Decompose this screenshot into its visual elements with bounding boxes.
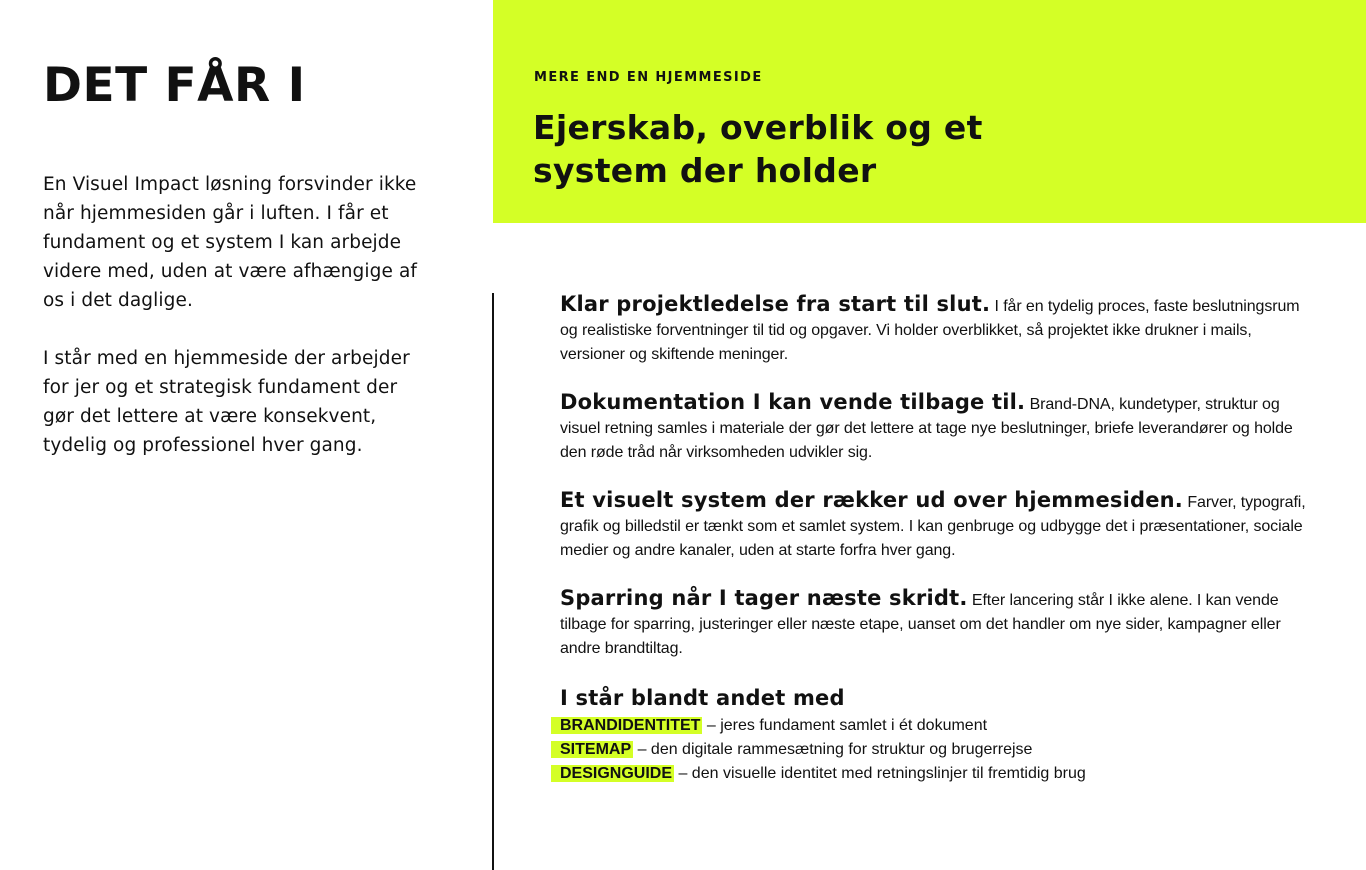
feature-text: Farver, typografi, grafik og billedstil er tænkt som et samlet system. I kan genbruge og udbygge det i præsentationer, sociale medier og andre kanaler, uden at starte forfra hver gang. bbox=[560, 494, 1306, 559]
feature-title: Dokumentation I kan vende tilbage til. bbox=[560, 390, 1026, 414]
vertical-divider bbox=[492, 293, 494, 870]
feature-text: I får en tydelig proces, faste beslutningsrum og realistiske forventninger til tid og opgaver. Vi holder overblikket, så projektet ikke drukner i mails, versioner og skiftende meninger. bbox=[560, 298, 1300, 363]
include-text: – den digitale rammesætning for struktur og brugerrejse bbox=[633, 741, 1033, 758]
features-list bbox=[560, 292, 1312, 786]
page-title: DET FÅR I bbox=[43, 58, 306, 113]
feature-item bbox=[560, 390, 1312, 465]
include-item bbox=[551, 762, 1303, 786]
feature-text: Efter lancering står I ikke alene. I kan vende tilbage for sparring, justeringer eller næste etape, uanset om det handler om nye sider, kampagner eller andre brandtiltag. bbox=[560, 592, 1281, 657]
intro-paragraph-1: En Visuel Impact løsning forsvinder ikke når hjemmesiden går i luften. I får et fundament og et system I kan arbejde videre med, uden at være afhængige af os i det daglige. bbox=[43, 174, 417, 311]
include-item bbox=[551, 738, 1303, 762]
hero-banner bbox=[493, 0, 1366, 223]
include-text: – jeres fundament samlet i ét dokument bbox=[702, 717, 988, 734]
intro-paragraph-2: I står med en hjemmeside der arbejder for jer og et strategisk fundament der gør det lettere at være konsekvent, tydelig og professionel hver gang. bbox=[43, 348, 410, 456]
hero-heading: Ejerskab, overblik og et system der holder bbox=[533, 108, 983, 190]
include-tag: SITEMAP bbox=[551, 741, 633, 758]
feature-item bbox=[560, 586, 1312, 661]
feature-item bbox=[560, 488, 1312, 563]
include-text: – den visuelle identitet med retningslinjer til fremtidig brug bbox=[674, 765, 1086, 782]
include-item bbox=[551, 714, 1303, 738]
includes-title: I står blandt andet med bbox=[560, 686, 845, 710]
feature-title: Sparring når I tager næste skridt. bbox=[560, 586, 968, 610]
hero-eyebrow: MERE END EN HJEMMESIDE bbox=[534, 70, 763, 85]
feature-text: Brand-DNA, kundetyper, struktur og visuel retning samles i materiale der gør det lettere at tage nye beslutninger, briefe leverandører og holde den røde tråd når virksomheden udvikler sig. bbox=[560, 396, 1293, 461]
feature-title: Et visuelt system der rækker ud over hjemmesiden. bbox=[560, 488, 1183, 512]
include-tag: DESIGNGUIDE bbox=[551, 765, 674, 782]
feature-item bbox=[560, 292, 1312, 367]
feature-title: Klar projektledelse fra start til slut. bbox=[560, 292, 991, 316]
include-tag: BRANDIDENTITET bbox=[551, 717, 702, 734]
